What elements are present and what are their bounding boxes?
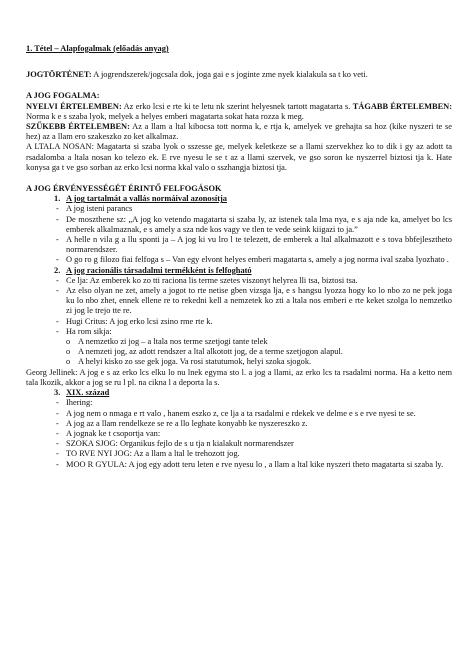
- list-item: - Ihering:: [56, 398, 93, 408]
- list-item: - Hugi Critus: A jog erko lcsi zsino rme rte k.: [56, 316, 213, 326]
- sub-list-item: o A nemzeti jog, az adott rendszer a ltal alkotott jog, de a terme szetjogon alapul.: [66, 347, 343, 357]
- altalanos-paragraph: A LTALA NOSAN: Magatarta si szaba lyok o sszesse ge, melyek keletkeze se a llami szervekhez ko to dik i gy az adott ta rsadalomba a ltala nosan ko telezo ek. E rve nyesu le se t az a llami szervek, ve gso soron ke nyszerrel biztosi tja k. Hate konysa ga t ve gso sorban az erko lcsi norma kkal valo o sszhangja biztosi tja.: [26, 142, 452, 172]
- nyelvi-paragraph: [26, 102, 452, 122]
- szukebb-label: SZŰKEBB ÉRTELEMBEN:: [26, 122, 130, 132]
- list-item: - A jog nem o nmaga e rt valo , hanem eszko z, ce lja a ta rsadalmi e rdekek ve delme e s e rve nyesi te se.: [56, 408, 416, 418]
- tagabb-text: Norma k e s szaba lyok, melyek a helyes emberi magatarta sokat hata rozza k meg.: [26, 111, 304, 121]
- ervenyesseg-heading: A JOG ÉRVÉNYESSÉGÉT ÉRINTŐ FELFOGÁSOK: [26, 184, 222, 194]
- section-2-heading: [26, 266, 452, 276]
- sub-list-item: o A nemzetko zi jog – a ltala nos terme szetjogi tante telek: [66, 337, 268, 347]
- section-2-number: 2.: [54, 265, 61, 275]
- jogtortenet-paragraph: [26, 70, 452, 80]
- nyelvi-text: Az erko lcsi e rte ki te letu nk szerint helyesnek tartott magatarta s.: [121, 101, 353, 111]
- section-1-heading: [26, 194, 452, 204]
- list-item: - O go ro g filozo fiai felfoga s – Van egy elvont helyes emberi magatarta s, amely a jog norma ival szaba lyozhato .: [56, 255, 449, 265]
- list-item: - MOO R GYULA: A jog egy adott teru leten e rve nyesu lo , a llam a ltal kike nyszeri theto magatarta si szaba ly.: [56, 459, 444, 469]
- sub-list-item: o A helyi kisko zo sse gek joga. Va rosi statutumok, helyi szoka sjogok.: [66, 357, 312, 367]
- jellinek-paragraph: Georg Jellinek: A jog e s az erko lcs elku lo nu lnek egyma sto l. a jog a llami, az erko lcs ta rsadalmi norma. Ha a ketto nem tala lkozik, akkor a jog se ru l pl. na cikna l a deporta la s.: [26, 367, 452, 387]
- tagabb-label: TÁGABB ÉRTELEMBEN:: [352, 101, 452, 111]
- list-item: - Ce lja: Az emberek ko zo tti raciona lis terme szetes viszonyt helyrea lli tsa, biztosi tsa.: [56, 275, 358, 285]
- list-item: - De moszthene sz: „A jog ko vetendo magatarta si szaba ly, az istenek tala lma nya, e s aja nde ka, amelyet bo lcs emberek alkalmaznak, e s amely a sza nde kos vagy ve tlen te vede seink kiigazi to ja.”: [56, 214, 452, 234]
- section-3-title: XIX. század: [66, 388, 110, 398]
- section-1-title: A jog tartalmát a vallás normáival azonosítja: [66, 194, 227, 204]
- page-title: 1. Tétel – Alapfogalmak (előadás anyag): [26, 44, 169, 53]
- nyelvi-label: NYELVI ÉRTELEMBEN:: [26, 101, 122, 111]
- list-item: - Ha rom sikja:: [56, 326, 112, 336]
- document-body: [26, 44, 452, 470]
- szukebb-paragraph: [26, 122, 452, 142]
- list-item: - SZOKA SJOG: Organikus fejlo de s u tja n kialakult normarendszer: [56, 439, 294, 449]
- section-3-heading: [26, 388, 452, 398]
- jogtortenet-text: A jogrendszerek/jogcsala dok, joga gai e s joginte zme nyek kialakula sa t ko veti.: [91, 70, 368, 80]
- szukebb-text: Az a llam a ltal kibocsa tott norma k, e rtja k, amelyek ve grehajta sa hoz (kike nyszeri te se hez) az a llam ero szakeszko zo ket alkalmaz.: [26, 122, 452, 142]
- list-item: - Az elso olyan ne zet, amely a jogot to rte netise gben vizsga lja, e s hangsu lyozza hogy ko lo nbo zo ne pek joga ku lo nbo zhet, ennek ellene re to rekedni kell a nemzetek ko zti a ltala nos emberi e rte keket szolga lo nemzetko zi jog le trejo tte re.: [56, 286, 452, 316]
- list-item: - A jognak ke t csoportja van:: [56, 428, 161, 438]
- section-1-number: 1.: [54, 194, 61, 204]
- jogtortenet-label: JOGTÖRTÉNET:: [26, 70, 92, 80]
- section-2-title: A jog racionális társadalmi termékként is felfogható: [66, 265, 252, 275]
- list-item: - A helle n vila g a llu sponti ja – A jog ki vu lro l te telezett, de emberek a ltal alkalmazott e s tova bbfejlesztheto normarendszer.: [56, 235, 452, 255]
- section-3-number: 3.: [54, 388, 61, 398]
- list-item: - A jog isteni parancs: [56, 204, 133, 214]
- fogalma-heading: A JOG FOGALMA:: [26, 91, 100, 101]
- list-item: - A jog az a llam rendelkeze se re a llo leghate konyabb ke nyszereszko z.: [56, 418, 308, 428]
- list-item: - TO RVE NYI JOG: Az a llam a ltal le trehozott jog.: [56, 449, 240, 459]
